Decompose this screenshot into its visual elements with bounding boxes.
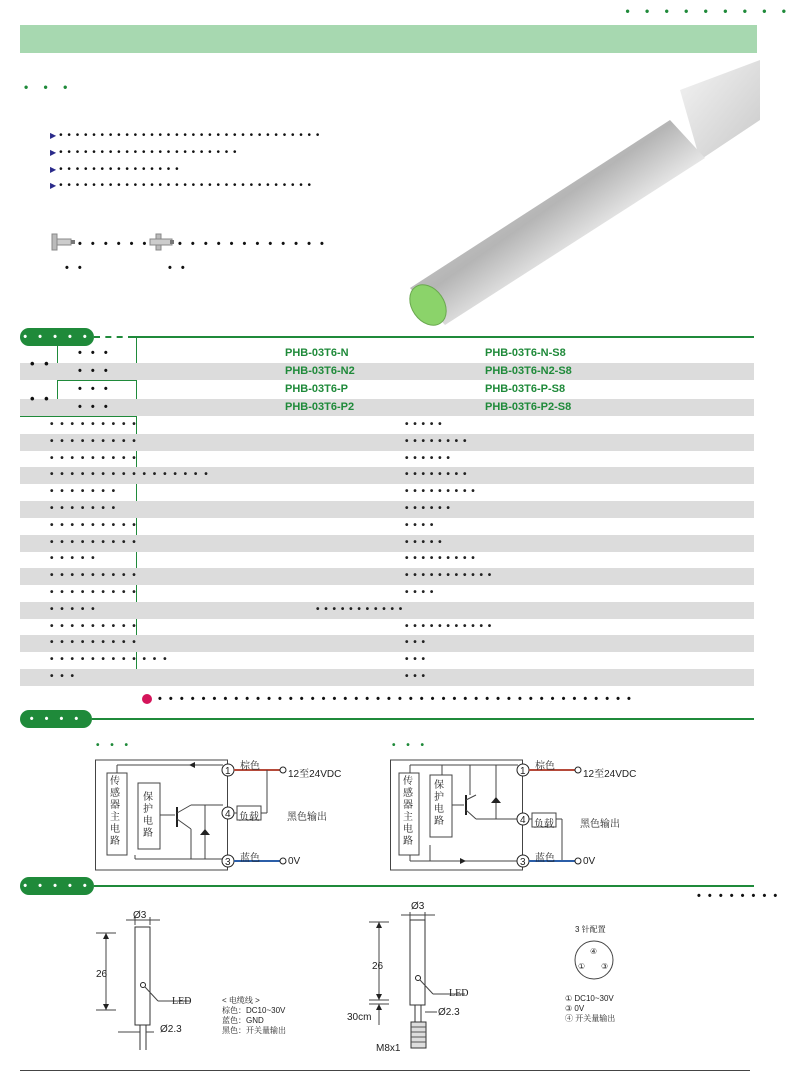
spec-section-pill: • • • • •: [20, 328, 94, 346]
black-output-label: 黑色输出: [580, 819, 620, 830]
spec-row: [20, 551, 754, 568]
spec-row-value: • • • • •: [405, 536, 443, 548]
footer-divider: [20, 1070, 750, 1071]
circuit-title-npn: • • •: [96, 740, 133, 751]
spec-row: [20, 602, 754, 619]
spec-row-value: • • • • • • • •: [405, 435, 468, 447]
supply-voltage-label: 12至24VDC: [583, 769, 637, 780]
spec-row-label: • • • • • • • • •: [50, 620, 138, 632]
pin-number: 4: [520, 815, 526, 826]
model-name: PHB-03T6-P2: [285, 401, 355, 413]
spec-row-label: • • • • • • • • • • • •: [50, 654, 169, 666]
header-decoration-dots: • • • • • • • • •: [625, 4, 792, 18]
feature-item: ▶ • • • • • • • • • • • • • • • • • • • • • • • • • • • • • • • •: [50, 130, 321, 141]
spec-row-label: • • • • • • • • •: [50, 419, 138, 430]
load-label: 负载: [239, 812, 259, 823]
cable-diameter-label: Ø2.3: [438, 1007, 460, 1018]
spec-row: [20, 484, 754, 501]
spec-row-label: • • • • • • • • •: [50, 536, 138, 548]
model-name-s8: PHB-03T6-P2-S8: [485, 401, 572, 413]
led-label: LED: [172, 996, 192, 1007]
spec-row-value: • • • • • •: [405, 503, 451, 514]
section-line: [92, 718, 754, 720]
spec-row-value: • • •: [405, 637, 427, 649]
length-label: 26: [96, 969, 108, 980]
svg-text:①: ①: [578, 962, 586, 971]
brown-wire-label: 棕色: [535, 761, 555, 772]
spec-row: [20, 652, 754, 669]
model-name-s8: PHB-03T6-P-S8: [485, 383, 566, 395]
type-group-divider: [57, 380, 137, 381]
product-subtitle: • • •: [24, 80, 74, 94]
pin-config-diagram: [572, 938, 616, 982]
model-row: [20, 381, 754, 398]
spec-row: [20, 669, 754, 686]
model-name-s8: PHB-03T6-N-S8: [485, 347, 566, 359]
spec-row-label: • • •: [50, 671, 77, 682]
note-bullet-icon: [142, 694, 152, 704]
spec-row: [20, 535, 754, 552]
spec-row-label: • • • • • • • • • • • • • • • •: [50, 469, 210, 481]
connector-type-dimension-drawing: [365, 900, 505, 1060]
feature-item: ▶ • • • • • • • • • • • • • • •: [50, 164, 180, 175]
spec-row: [20, 568, 754, 585]
connector-thread-label: M8x1: [376, 1043, 401, 1054]
pin-number: 1: [225, 766, 231, 777]
spec-row-value: • • • •: [405, 587, 435, 598]
pin-number: 4: [225, 809, 231, 820]
sub-label: • • •: [78, 347, 111, 359]
sub-label: • • •: [78, 383, 111, 395]
spec-row-value: • • •: [405, 671, 427, 682]
spec-row: [20, 619, 754, 636]
model-row: [20, 363, 754, 380]
section-line: [94, 885, 754, 887]
spec-row-label: • • • • • • •: [50, 486, 118, 498]
spec-row-label: • • • • •: [50, 553, 97, 565]
spec-row: [20, 467, 754, 484]
dimension-unit-note: • • • • • • • •: [697, 890, 780, 902]
mount-text-1: • • • • • •: [78, 238, 150, 250]
circuit-section-pill: • • • •: [20, 710, 92, 728]
cable-length-label: 30cm: [347, 1012, 372, 1023]
model-row: [20, 399, 754, 416]
spec-row-label: • • • • •: [50, 603, 97, 615]
dimension-section-pill: • • • • •: [20, 877, 94, 895]
spec-row-value: • • • • • • • • • • •: [405, 570, 493, 582]
spec-row-value: • • • • • • • • •: [405, 553, 476, 565]
spec-row: [20, 635, 754, 652]
spec-row-value: • • • • • • • • •: [405, 486, 476, 498]
header-bar: [20, 25, 757, 53]
circuit-title-pnp: • • •: [392, 740, 429, 751]
flush-mount-icon: [50, 232, 80, 252]
type-label: • •: [30, 356, 52, 371]
spec-row-label: • • • • • • • • •: [50, 452, 138, 464]
nonflush-mount-icon: [148, 232, 178, 252]
cable-notes: < 电缆线 > 棕色：DC10~30V 蓝色：GND 黑色：开关量输出: [222, 996, 286, 1035]
spec-row: [20, 451, 754, 468]
spec-row-label: • • • • • • • • •: [50, 435, 138, 447]
pin-config-title: 3 针配置: [575, 925, 606, 934]
sensor-main-circuit-label: 传感器主电路: [110, 776, 120, 847]
spec-row-label: • • • • • • • • •: [50, 570, 138, 582]
diameter-label: Ø3: [411, 901, 425, 912]
model-name: PHB-03T6-P: [285, 383, 348, 395]
pill-dash: [94, 336, 134, 338]
spec-row-label: • • • • • • • • •: [50, 519, 138, 531]
mount-caption-2: • •: [168, 262, 188, 274]
mount-caption-1: • •: [65, 262, 85, 274]
cable-diameter-label: Ø2.3: [160, 1024, 182, 1035]
spec-row-label: • • • • • • • • •: [50, 637, 138, 649]
pin-number: 3: [520, 857, 526, 868]
zero-volt-label: 0V: [288, 856, 301, 867]
length-label: 26: [372, 961, 384, 972]
blue-wire-label: 蓝色: [535, 853, 555, 864]
protect-circuit-label: 保护电路: [143, 792, 153, 839]
svg-text:④: ④: [590, 947, 598, 956]
spec-row-value: • • • • • • • • • • •: [405, 620, 493, 632]
model-row: [20, 345, 754, 362]
feature-item: ▶ • • • • • • • • • • • • • • • • • • • • • • • • • • • • • • •: [50, 180, 313, 191]
feature-item: ▶ • • • • • • • • • • • • • • • • • • • • • •: [50, 147, 238, 158]
pin-number: 1: [520, 766, 526, 777]
spec-row-value: • • • • • •: [405, 452, 451, 464]
mount-text-2: • • • • • • • • • • • •: [178, 238, 327, 250]
sub-label: • • •: [78, 401, 111, 413]
spec-row-value: • • • • • • • • • • •: [316, 603, 404, 615]
black-output-label: 黑色输出: [287, 812, 327, 823]
sub-label: • • •: [78, 365, 111, 377]
spec-row-value: • • •: [405, 654, 427, 666]
svg-text:③: ③: [601, 962, 609, 971]
spec-row-label: • • • • • • •: [50, 503, 118, 514]
brown-wire-label: 棕色: [240, 761, 260, 772]
spec-row: [20, 434, 754, 451]
pin-config-notes: ① DC10~30V ③ 0V ④ 开关量输出: [565, 994, 616, 1023]
blue-wire-label: 蓝色: [240, 853, 260, 864]
spec-row: [20, 585, 754, 602]
model-name: PHB-03T6-N: [285, 347, 349, 359]
diameter-label: Ø3: [133, 910, 147, 921]
protect-circuit-label: 保护电路: [434, 780, 444, 827]
spec-row: [20, 518, 754, 535]
spec-row-label: • • • • • • • • •: [50, 587, 138, 598]
supply-voltage-label: 12至24VDC: [288, 769, 342, 780]
spec-note: • • • • • • • • • • • • • • • • • • • • • • • • • • • • • • • • • • • • • • • • • • • •: [158, 693, 633, 705]
sensor-main-circuit-label: 传感器主电路: [403, 776, 413, 847]
pin-number: 3: [225, 857, 231, 868]
section-line: [134, 336, 754, 338]
spec-row-value: • • • • • • • •: [405, 469, 468, 481]
spec-row: [20, 417, 754, 434]
product-photo: [400, 50, 760, 330]
model-name-s8: PHB-03T6-N2-S8: [485, 365, 572, 377]
zero-volt-label: 0V: [583, 856, 596, 867]
spec-row-value: • • • •: [405, 519, 435, 531]
spec-row: [20, 501, 754, 518]
spec-row-value: • • • • •: [405, 419, 443, 430]
load-label: 负载: [534, 819, 554, 830]
type-label: • •: [30, 391, 52, 406]
cable-type-dimension-drawing: [90, 915, 210, 1055]
led-label: LED: [449, 988, 469, 999]
model-name: PHB-03T6-N2: [285, 365, 355, 377]
